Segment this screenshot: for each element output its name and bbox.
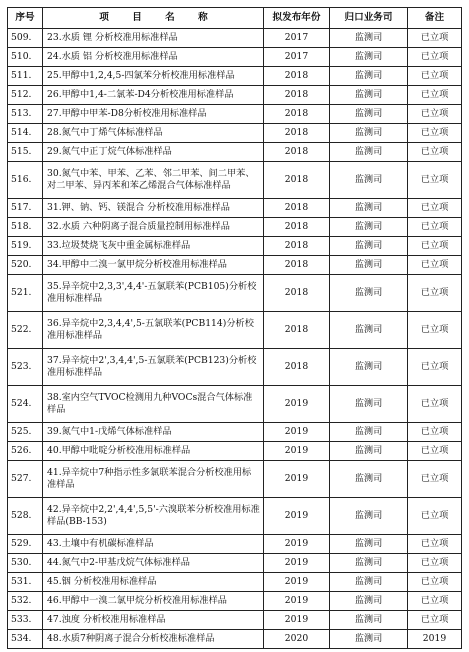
remark-cell: 已立项: [408, 86, 462, 105]
row-number-cell: 514.: [8, 124, 43, 143]
header-dept: 归口业务司: [330, 8, 408, 29]
row-number-cell: 532.: [8, 592, 43, 611]
release-year-cell: 2018: [264, 143, 330, 162]
department-cell: 监测司: [330, 573, 408, 592]
project-name-cell: 46.甲醇中一溴二氯甲烷分析校准用标准样品: [43, 592, 264, 611]
release-year-cell: 2018: [264, 237, 330, 256]
remark-cell: 已立项: [408, 535, 462, 554]
row-number-cell: 531.: [8, 573, 43, 592]
table-row: [8, 461, 462, 498]
project-name-cell: 48.水质7种阴离子混合分析校准标准样品: [43, 630, 264, 649]
department-cell: 监测司: [330, 105, 408, 124]
table-row: [8, 48, 462, 67]
table-row: [8, 611, 462, 630]
project-name-cell: 32.水质 六种阴离子混合质量控制用标准样品: [43, 218, 264, 237]
release-year-cell: 2018: [264, 218, 330, 237]
department-cell: 监测司: [330, 461, 408, 498]
project-name-cell: 43.土壤中有机碳标准样品: [43, 535, 264, 554]
department-cell: 监测司: [330, 535, 408, 554]
row-number-cell: 510.: [8, 48, 43, 67]
table-body: [8, 29, 462, 649]
table-row: [8, 349, 462, 386]
project-name-cell: 27.甲醇中甲苯-D8分析校准用标准样品: [43, 105, 264, 124]
department-cell: 监测司: [330, 237, 408, 256]
release-year-cell: 2019: [264, 461, 330, 498]
department-cell: 监测司: [330, 67, 408, 86]
remark-cell: 已立项: [408, 442, 462, 461]
project-name-cell: 24.水质 铝 分析校准用标准样品: [43, 48, 264, 67]
release-year-cell: 2019: [264, 386, 330, 423]
remark-cell: 已立项: [408, 592, 462, 611]
release-year-cell: 2018: [264, 86, 330, 105]
department-cell: 监测司: [330, 162, 408, 199]
remark-cell: 已立项: [408, 143, 462, 162]
row-number-cell: 529.: [8, 535, 43, 554]
table-row: [8, 105, 462, 124]
department-cell: 监测司: [330, 349, 408, 386]
department-cell: 监测司: [330, 256, 408, 275]
project-name-cell: 42.异辛烷中2,2',4,4',5,5'-六溴联苯分析校准用标准样品(BB-153): [43, 498, 264, 535]
release-year-cell: 2019: [264, 535, 330, 554]
table-row: [8, 218, 462, 237]
release-year-cell: 2018: [264, 124, 330, 143]
project-name-cell: 28.氮气中丁烯气体标准样品: [43, 124, 264, 143]
header-year: 拟发布年份: [264, 8, 330, 29]
project-name-cell: 45.铟 分析校准用标准样品: [43, 573, 264, 592]
project-name-cell: 25.甲醇中1,2,4,5-四氯苯分析校准用标准样品: [43, 67, 264, 86]
row-number-cell: 533.: [8, 611, 43, 630]
project-name-cell: 39.氮气中1-戊烯气体标准样品: [43, 423, 264, 442]
project-name-cell: 40.甲醇中吡啶分析校准用标准样品: [43, 442, 264, 461]
table-header: [8, 8, 462, 29]
row-number-cell: 520.: [8, 256, 43, 275]
project-name-cell: 36.异辛烷中2,3,4,4',5-五氯联苯(PCB114)分析校准用标准样品: [43, 312, 264, 349]
release-year-cell: 2018: [264, 67, 330, 86]
remark-cell: 已立项: [408, 349, 462, 386]
release-year-cell: 2020: [264, 630, 330, 649]
row-number-cell: 518.: [8, 218, 43, 237]
department-cell: 监测司: [330, 29, 408, 48]
table-row: [8, 86, 462, 105]
department-cell: 监测司: [330, 199, 408, 218]
department-cell: 监测司: [330, 312, 408, 349]
department-cell: 监测司: [330, 554, 408, 573]
table-row: [8, 312, 462, 349]
row-number-cell: 525.: [8, 423, 43, 442]
standards-table: [7, 7, 462, 649]
release-year-cell: 2019: [264, 554, 330, 573]
release-year-cell: 2019: [264, 423, 330, 442]
department-cell: 监测司: [330, 386, 408, 423]
remark-cell: 已立项: [408, 423, 462, 442]
table-row: [8, 573, 462, 592]
release-year-cell: 2018: [264, 275, 330, 312]
remark-cell: 2019: [408, 630, 462, 649]
row-number-cell: 524.: [8, 386, 43, 423]
remark-cell: 已立项: [408, 611, 462, 630]
project-name-cell: 31.钾、钠、钙、镁混合 分析校准用标准样品: [43, 199, 264, 218]
release-year-cell: 2018: [264, 199, 330, 218]
project-name-cell: 33.垃圾焚烧飞灰中重金属标准样品: [43, 237, 264, 256]
remark-cell: 已立项: [408, 162, 462, 199]
department-cell: 监测司: [330, 630, 408, 649]
table-row: [8, 162, 462, 199]
row-number-cell: 516.: [8, 162, 43, 199]
project-name-cell: 23.水质 锂 分析校准用标准样品: [43, 29, 264, 48]
project-name-cell: 29.氮气中正丁烷气体标准样品: [43, 143, 264, 162]
row-number-cell: 526.: [8, 442, 43, 461]
table-row: [8, 592, 462, 611]
department-cell: 监测司: [330, 442, 408, 461]
header-no: 序号: [8, 8, 43, 29]
table-row: [8, 442, 462, 461]
remark-cell: 已立项: [408, 386, 462, 423]
release-year-cell: 2019: [264, 573, 330, 592]
row-number-cell: 527.: [8, 461, 43, 498]
row-number-cell: 523.: [8, 349, 43, 386]
row-number-cell: 517.: [8, 199, 43, 218]
department-cell: 监测司: [330, 143, 408, 162]
remark-cell: 已立项: [408, 461, 462, 498]
release-year-cell: 2017: [264, 48, 330, 67]
department-cell: 监测司: [330, 611, 408, 630]
remark-cell: 已立项: [408, 573, 462, 592]
table-row: [8, 498, 462, 535]
release-year-cell: 2018: [264, 312, 330, 349]
release-year-cell: 2019: [264, 611, 330, 630]
row-number-cell: 511.: [8, 67, 43, 86]
project-name-cell: 41.异辛烷中7种指示性多氯联苯混合分析校准用标准样品: [43, 461, 264, 498]
table-row: [8, 124, 462, 143]
release-year-cell: 2019: [264, 592, 330, 611]
table-row: [8, 237, 462, 256]
release-year-cell: 2019: [264, 498, 330, 535]
department-cell: 监测司: [330, 498, 408, 535]
remark-cell: 已立项: [408, 237, 462, 256]
project-name-cell: 37.异辛烷中2',3,4,4',5-五氯联苯(PCB123)分析校准用标准样品: [43, 349, 264, 386]
remark-cell: 已立项: [408, 48, 462, 67]
table-row: [8, 423, 462, 442]
department-cell: 监测司: [330, 48, 408, 67]
project-name-cell: 47.浊度 分析校准用标准样品: [43, 611, 264, 630]
department-cell: 监测司: [330, 86, 408, 105]
table-row: [8, 256, 462, 275]
release-year-cell: 2018: [264, 162, 330, 199]
project-name-cell: 30.氮气中苯、甲苯、乙苯、邻二甲苯、间二甲苯、对二甲苯、异丙苯和苯乙烯混合气体标准样品: [43, 162, 264, 199]
header-note: 备注: [408, 8, 462, 29]
header-row: [8, 8, 462, 29]
release-year-cell: 2018: [264, 105, 330, 124]
remark-cell: 已立项: [408, 67, 462, 86]
remark-cell: 已立项: [408, 312, 462, 349]
row-number-cell: 528.: [8, 498, 43, 535]
table-row: [8, 67, 462, 86]
release-year-cell: 2017: [264, 29, 330, 48]
table-row: [8, 275, 462, 312]
remark-cell: 已立项: [408, 105, 462, 124]
row-number-cell: 521.: [8, 275, 43, 312]
remark-cell: 已立项: [408, 256, 462, 275]
table-row: [8, 199, 462, 218]
remark-cell: 已立项: [408, 29, 462, 48]
table-row: [8, 554, 462, 573]
remark-cell: 已立项: [408, 124, 462, 143]
table-row: [8, 535, 462, 554]
department-cell: 监测司: [330, 124, 408, 143]
remark-cell: 已立项: [408, 554, 462, 573]
project-name-cell: 34.甲醇中二溴一氯甲烷分析校准用标准样品: [43, 256, 264, 275]
remark-cell: 已立项: [408, 498, 462, 535]
header-name: 项 目 名 称: [43, 8, 264, 29]
row-number-cell: 515.: [8, 143, 43, 162]
project-name-cell: 44.氮气中2-甲基戊烷气体标准样品: [43, 554, 264, 573]
table-row: [8, 143, 462, 162]
remark-cell: 已立项: [408, 199, 462, 218]
row-number-cell: 522.: [8, 312, 43, 349]
row-number-cell: 534.: [8, 630, 43, 649]
release-year-cell: 2018: [264, 256, 330, 275]
row-number-cell: 513.: [8, 105, 43, 124]
project-name-cell: 38.室内空气TVOC检测用九种VOCs混合气体标准样品: [43, 386, 264, 423]
row-number-cell: 519.: [8, 237, 43, 256]
department-cell: 监测司: [330, 218, 408, 237]
remark-cell: 已立项: [408, 275, 462, 312]
project-name-cell: 26.甲醇中1,4-二氯苯-D4分析校准用标准样品: [43, 86, 264, 105]
release-year-cell: 2018: [264, 349, 330, 386]
table-row: [8, 386, 462, 423]
department-cell: 监测司: [330, 423, 408, 442]
row-number-cell: 512.: [8, 86, 43, 105]
table-row: [8, 630, 462, 649]
table-row: [8, 29, 462, 48]
remark-cell: 已立项: [408, 218, 462, 237]
department-cell: 监测司: [330, 592, 408, 611]
release-year-cell: 2019: [264, 442, 330, 461]
row-number-cell: 509.: [8, 29, 43, 48]
project-name-cell: 35.异辛烷中2,3,3',4,4'-五氯联苯(PCB105)分析校准用标准样品: [43, 275, 264, 312]
department-cell: 监测司: [330, 275, 408, 312]
row-number-cell: 530.: [8, 554, 43, 573]
